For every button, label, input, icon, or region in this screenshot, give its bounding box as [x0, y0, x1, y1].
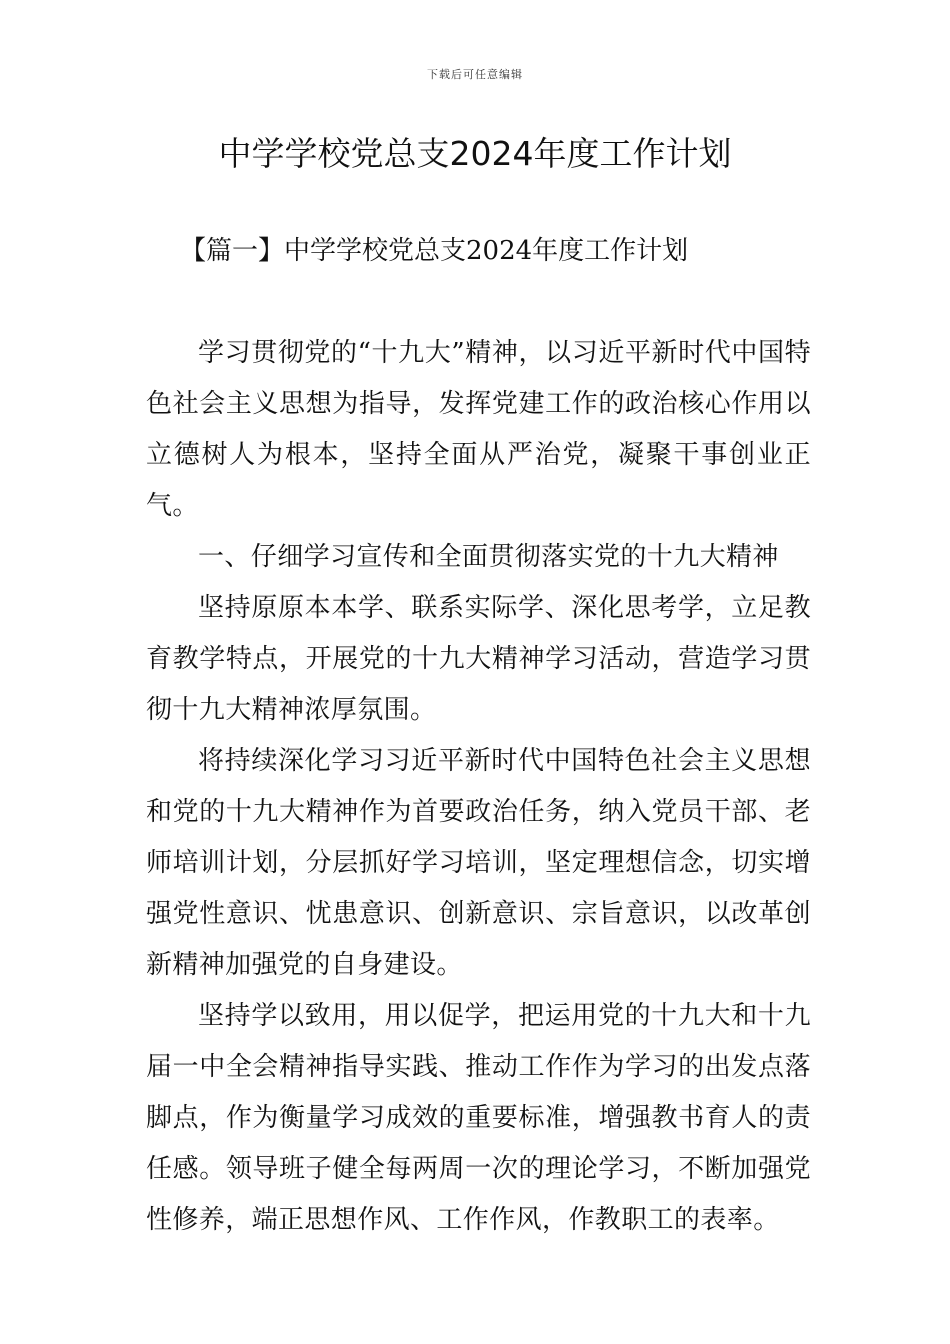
section-subtitle: 【篇一】中学学校党总支2024年度工作计划: [180, 236, 689, 266]
section-heading-1: 一、仔细学习宣传和全面贯彻落实党的十九大精神: [198, 542, 779, 572]
document-title: 中学学校党总支2024年度工作计划: [218, 134, 732, 173]
header-note: 下载后可任意编辑: [427, 68, 523, 81]
document-body: [146, 328, 811, 1246]
paragraph: 坚持原原本本学、联系实际学、深化思考学，立足教育教学特点，开展党的十九大精神学习活动，营造学习贯彻十九大精神浓厚氛围。: [146, 593, 811, 725]
paragraph: 坚持学以致用，用以促学，把运用党的十九大和十九届一中全会精神指导实践、推动工作作为学习的出发点落脚点，作为衡量学习成效的重要标准，增强教书育人的责任感。领导班子健全每两周一次的理论学习，不断加强党性修养，端正思想作风、工作作风，作教职工的表率。: [146, 1001, 811, 1235]
paragraph: 将持续深化学习习近平新时代中国特色社会主义思想和党的十九大精神作为首要政治任务，纳入党员干部、老师培训计划，分层抓好学习培训，坚定理想信念，切实增强党性意识、忧患意识、创新意识、宗旨意识，以改革创新精神加强党的自身建设。: [146, 746, 811, 980]
paragraph-intro: 学习贯彻党的“十九大”精神，以习近平新时代中国特色社会主义思想为指导，发挥党建工作的政治核心作用以立德树人为根本，坚持全面从严治党，凝聚干事创业正气。: [146, 338, 811, 521]
